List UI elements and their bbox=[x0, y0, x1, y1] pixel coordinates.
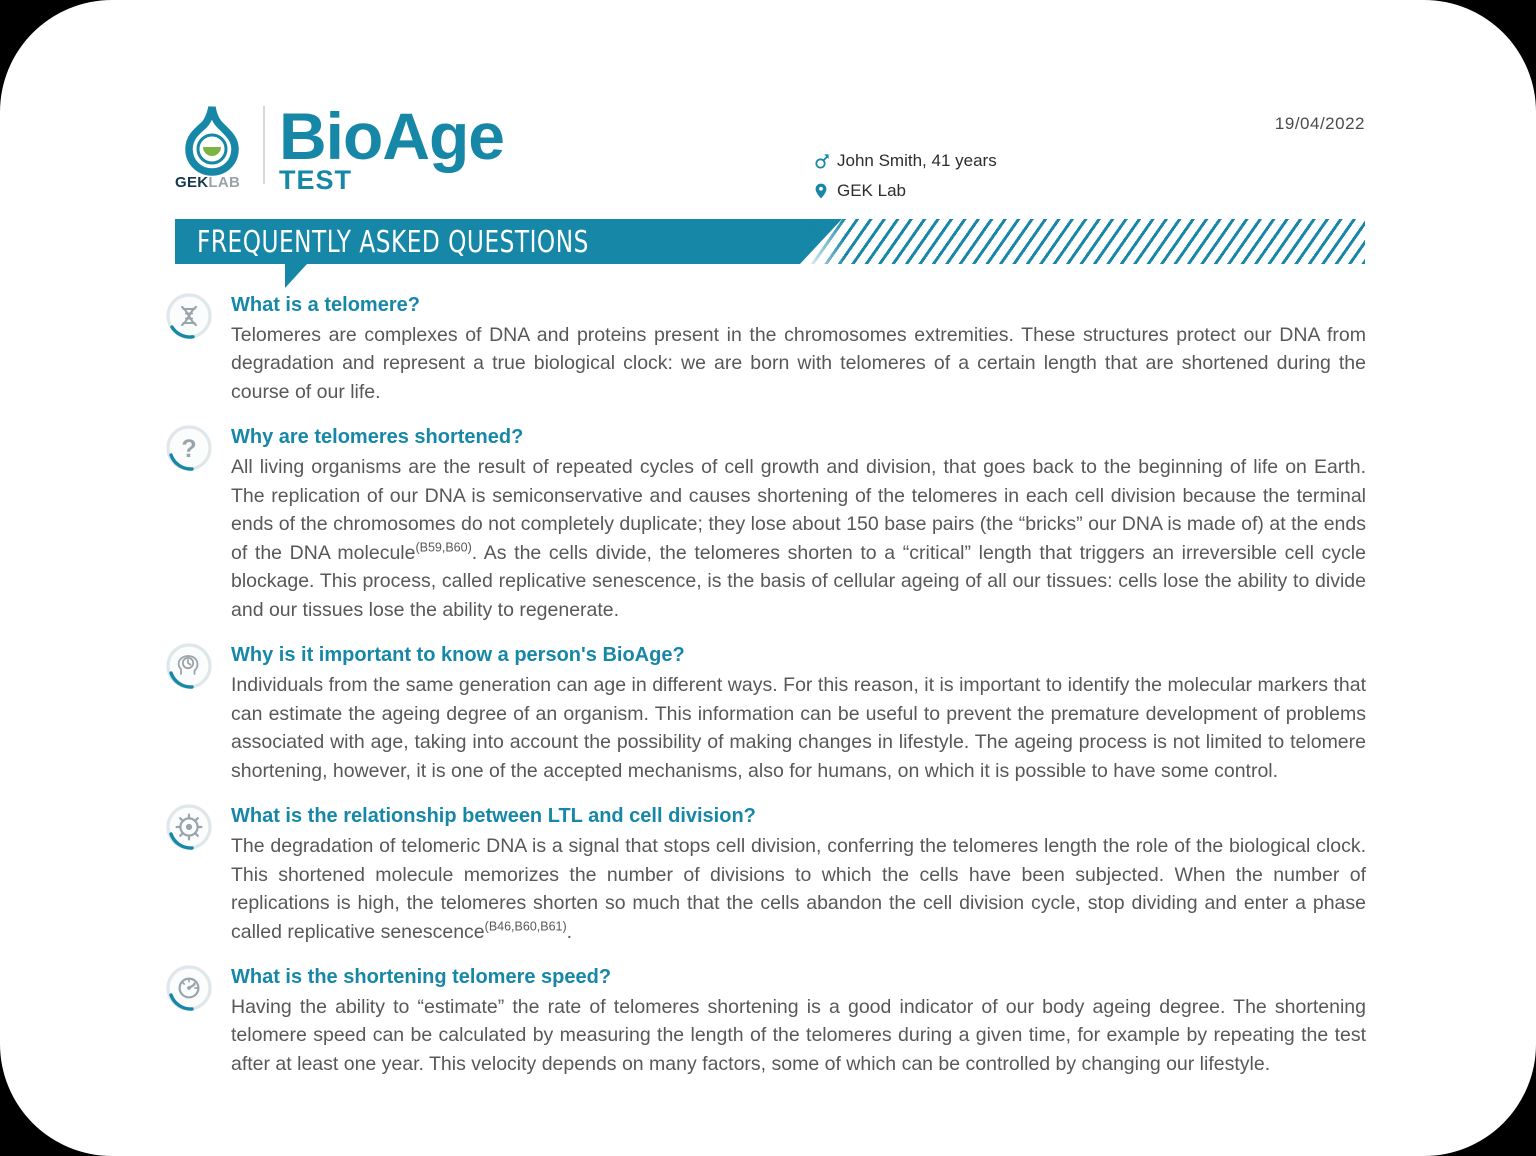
report-date: 19/04/2022 bbox=[1274, 114, 1365, 133]
faq-answer-text: Individuals from the same generation can age in different ways. For this reason, it is important to identify the molecular markers that can estimate the ageing degree of an organism. This information can be useful to prevent the premature development of problems associated with age, taking into account the possibility of making changes in lifestyle. The ageing process is not limited to telomere shortening, however, it is one of the accepted mechanisms, also for humans, on which it is possible to have some control. bbox=[231, 674, 1366, 782]
banner-hatch-pattern bbox=[805, 219, 1365, 264]
male-gender-icon bbox=[815, 153, 837, 169]
faq-item bbox=[165, 803, 1370, 946]
faq-list bbox=[165, 292, 1370, 1096]
faq-question: Why is it important to know a person's BioAge? bbox=[231, 644, 685, 667]
patient-meta bbox=[815, 146, 1145, 206]
question-mark-icon bbox=[165, 424, 213, 472]
logo-gek-text: GEK bbox=[175, 174, 209, 191]
faq-reference: (B46,B60,B61) bbox=[484, 919, 567, 933]
section-banner bbox=[175, 219, 1365, 283]
report-header bbox=[175, 99, 1365, 208]
faq-answer bbox=[231, 321, 1366, 406]
faq-answer-text: All living organisms are the result of repeated cycles of cell growth and division, that goes back to the beginning of life on Earth. The replication of our DNA is semiconservative and causes shortening of the telomeres in each cell division because the terminal ends of the chromosomes do not completely duplicate; they lose about 150 base pairs (the “bricks” our DNA is made of) at the ends of the DNA molecule bbox=[231, 456, 1366, 564]
faq-question: Why are telomeres shortened? bbox=[231, 426, 524, 449]
faq-item bbox=[165, 424, 1370, 624]
geklab-wordmark bbox=[175, 174, 240, 191]
faq-item bbox=[165, 642, 1370, 785]
geklab-logo-mark bbox=[175, 104, 249, 196]
faq-question: What is a telomere? bbox=[231, 294, 420, 316]
svg-text:?: ? bbox=[181, 435, 197, 464]
head-with-clock-icon bbox=[165, 642, 213, 690]
droplet-flask-icon bbox=[177, 104, 247, 176]
faq-item bbox=[165, 292, 1370, 406]
faq-reference: (B59,B60) bbox=[415, 540, 472, 555]
lab-row bbox=[815, 176, 1145, 206]
faq-answer-text: The degradation of telomeric DNA is a signal that stops cell division, conferring the telomeres length the role of the biological clock. This shortened molecule memorizes the number of divisions to which the cells have been subjected. When the number of replications is high, the telomeres shorten so much that the cells abandon the cell division cycle, stop dividing and enter a phase called replicative senescence bbox=[231, 835, 1366, 943]
faq-answer bbox=[231, 832, 1366, 946]
dna-helix-icon bbox=[165, 292, 213, 340]
faq-question: What is the shortening telomere speed? bbox=[231, 965, 612, 988]
section-title: FREQUENTLY ASKED QUESTIONS bbox=[197, 225, 589, 260]
product-subtitle: TEST bbox=[279, 164, 353, 195]
speedometer-icon bbox=[165, 964, 213, 1012]
faq-answer-text: Having the ability to “estimate” the rate of telomeres shortening is a good indicator of our body ageing degree. The shortening telomere speed can be calculated by measuring the length of the telomeres during a given time, for example by repeating the test after at least one year. This velocity depends on many factors, some of which can be controlled by changing our lifestyle. bbox=[231, 995, 1366, 1075]
patient-name-age: John Smith, 41 years bbox=[837, 151, 997, 170]
faq-answer bbox=[231, 671, 1366, 785]
faq-question: What is the relationship between LTL and cell division? bbox=[231, 805, 756, 828]
logo-lab-text: LAB bbox=[208, 174, 241, 191]
brand-logo bbox=[175, 99, 504, 196]
faq-answer bbox=[231, 453, 1366, 624]
banner-pointer bbox=[285, 264, 307, 288]
logo-divider bbox=[263, 106, 265, 184]
faq-answer-tail: . bbox=[566, 920, 573, 943]
product-wordmark bbox=[279, 99, 504, 196]
faq-answer bbox=[231, 993, 1366, 1078]
cell-division-icon bbox=[165, 803, 213, 851]
location-pin-icon bbox=[815, 183, 837, 199]
faq-answer-text: Telomeres are complexes of DNA and proteins present in the chromosomes extremities. These structures protect our DNA from degradation and represent a true biological clock: we are born with telomeres of a certain length that are shortened during the course of our life. bbox=[231, 324, 1366, 403]
product-name: BioAge bbox=[279, 99, 504, 173]
faq-item bbox=[165, 964, 1370, 1078]
faq-answer-tail: . As the cells divide, the telomeres shorten to a “critical” length that triggers an irreversible cell cycle blockage. This process, called replicative senescence, is the basis of cellular ageing of all our tissues: cells lose the ability to divide and our tissues lose the ability to regenerate. bbox=[231, 541, 1366, 621]
lab-name: GEK Lab bbox=[837, 181, 906, 200]
patient-row bbox=[815, 146, 1145, 176]
